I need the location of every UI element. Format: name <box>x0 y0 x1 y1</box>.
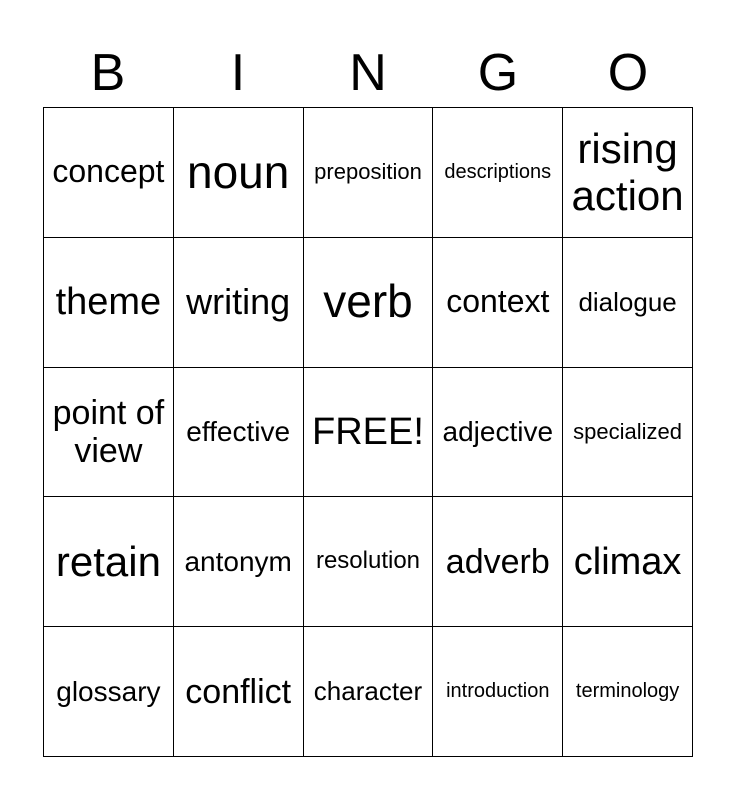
bingo-cell[interactable] <box>44 368 174 498</box>
cell-word: resolution <box>315 547 421 575</box>
bingo-cell[interactable] <box>433 368 563 498</box>
cell-word: noun <box>187 145 290 198</box>
bingo-cell[interactable] <box>433 238 563 368</box>
bingo-cell[interactable] <box>304 627 434 757</box>
bingo-cell[interactable] <box>174 108 304 238</box>
cell-word: descriptions <box>444 161 552 184</box>
bingo-cell[interactable] <box>174 368 304 498</box>
cell-word: effective <box>186 416 291 448</box>
cell-word: antonym <box>184 546 292 578</box>
bingo-cell[interactable] <box>174 627 304 757</box>
cell-word: context <box>446 283 550 320</box>
bingo-cell[interactable] <box>563 497 693 627</box>
cell-word: verb <box>323 275 413 328</box>
cell-word: adverb <box>445 542 550 581</box>
bingo-cell[interactable] <box>44 238 174 368</box>
bingo-cell[interactable] <box>44 497 174 627</box>
bingo-cell[interactable] <box>174 497 304 627</box>
cell-word: terminology <box>575 680 680 703</box>
bingo-cell[interactable] <box>174 238 304 368</box>
header-letter-i: I <box>230 44 246 102</box>
cell-word: retain <box>55 538 161 586</box>
bingo-cell[interactable] <box>433 497 563 627</box>
cell-word: dialogue <box>578 286 677 317</box>
bingo-cell[interactable] <box>304 238 434 368</box>
cell-word: point of view <box>52 393 165 470</box>
header-letter-b: B <box>90 44 126 102</box>
cell-word: writing <box>186 281 291 323</box>
bingo-cell[interactable] <box>563 368 693 498</box>
bingo-cell[interactable] <box>304 497 434 627</box>
cell-word: introduction <box>446 680 550 703</box>
bingo-cell[interactable] <box>44 108 174 238</box>
cell-word: character <box>313 676 423 707</box>
cell-word: preposition <box>314 159 422 185</box>
bingo-cell[interactable] <box>563 108 693 238</box>
header-letter-g: G <box>477 44 519 102</box>
cell-word: specialized <box>573 418 683 444</box>
bingo-header <box>43 40 693 106</box>
bingo-cell[interactable] <box>433 627 563 757</box>
bingo-cell[interactable] <box>44 627 174 757</box>
header-letter-o: O <box>607 44 649 102</box>
header-letter-n: N <box>349 44 387 102</box>
cell-word: glossary <box>56 675 161 707</box>
bingo-grid <box>43 107 693 757</box>
cell-word: adjective <box>442 416 554 448</box>
cell-word: conflict <box>185 672 292 711</box>
cell-word: climax <box>573 540 682 583</box>
cell-word: rising action <box>571 125 684 220</box>
bingo-cell[interactable] <box>563 627 693 757</box>
bingo-cell[interactable] <box>433 108 563 238</box>
bingo-cell[interactable] <box>304 368 434 498</box>
cell-word: theme <box>55 280 162 323</box>
cell-word: FREE! <box>312 410 424 453</box>
cell-word: concept <box>52 153 165 190</box>
bingo-cell[interactable] <box>304 108 434 238</box>
bingo-cell[interactable] <box>563 238 693 368</box>
